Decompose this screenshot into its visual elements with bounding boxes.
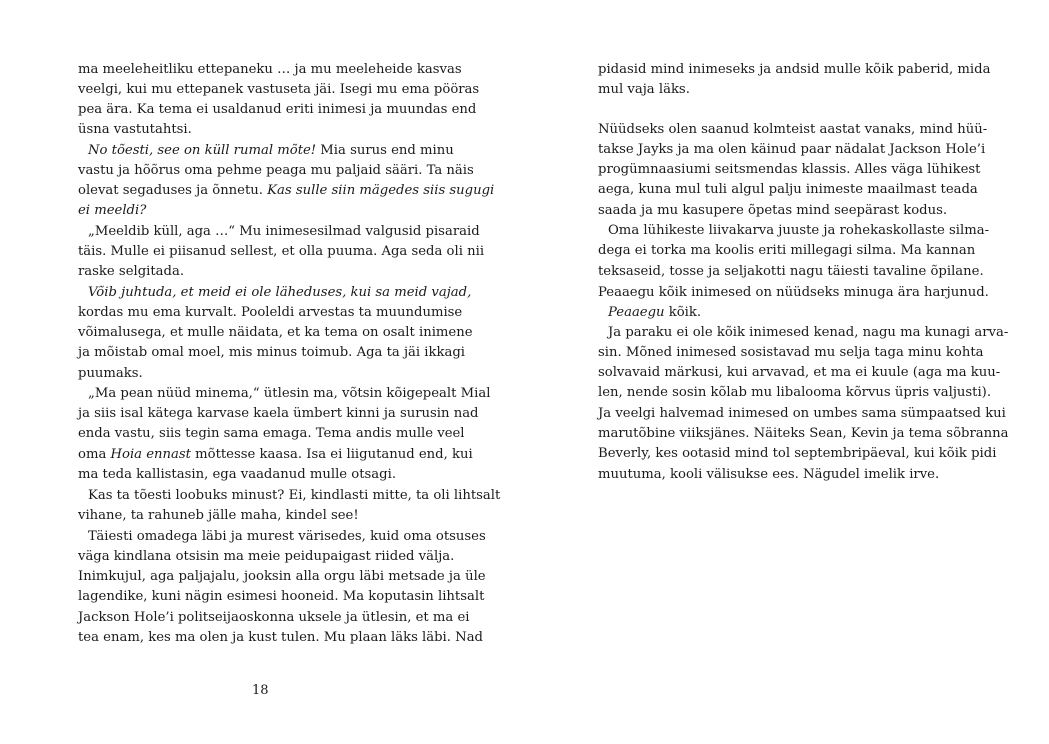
left-page-line: [78, 486, 501, 506]
left-page-line: [78, 527, 486, 547]
left-page-line: [78, 424, 465, 444]
left-page-line: [78, 80, 480, 100]
text-run: „Ma pean nüüd minema,“ ütlesin ma, võtsin kõigepealt Mial: [88, 386, 491, 401]
text-run: marutõbine viiksjänes. Näiteks Sean, Kevin ja tema sõbranna: [598, 426, 1009, 441]
text-run: Jackson Hole’i politseijaoskonna uksele ja ütlesin, et ma ei: [78, 610, 470, 625]
text-run: len, nende sosin kõlab mu libalooma kõrvus üpris valjusti).: [598, 385, 992, 400]
text-run: mul vaja läks.: [598, 82, 690, 97]
text-run: oma: [78, 447, 111, 462]
right-page-line: [598, 262, 984, 282]
text-run: muutuma, kooli välisukse ees. Nägudel imelik irve.: [598, 467, 940, 482]
left-page-line: [78, 506, 450, 526]
text-run: raske selgitada.: [78, 264, 185, 279]
text-run: võimalusega, et mulle näidata, et ka tema on osalt inimene: [78, 325, 473, 340]
text-run: Peaaegu kõik inimesed on nüüdseks minuga ära harjunud.: [598, 285, 989, 300]
text-run: aega, kuna mul tuli algul palju inimeste maailmast teada: [598, 182, 978, 197]
text-run: ma meeleheitliku ettepaneku … ja mu meeleheide kasvas: [78, 62, 462, 77]
right-page-line: [598, 140, 986, 160]
text-run: Ja veelgi halvemad inimesed on umbes sama sümpaatsed kui: [598, 406, 1006, 421]
text-run: tea enam, kes ma olen ja kust tulen. Mu plaan läks läbi. Nad: [78, 630, 484, 645]
text-run: progümnaasiumi seitsmendas klassis. Alles väga lühikest: [598, 162, 981, 177]
left-page-line: [78, 323, 473, 343]
text-run: Ja paraku ei ole kõik inimesed kenad, nagu ma kunagi arva-: [608, 325, 1009, 340]
text-run: saada ja mu kasupere õpetas mind seepärast kodus.: [598, 203, 948, 218]
text-run: mõttesse kaasa. Isa ei liigutanud end, kui: [190, 447, 473, 462]
right-page-line: [598, 444, 997, 464]
left-page-line: [78, 567, 486, 587]
right-page-line: [598, 383, 992, 403]
left-page-line: [78, 587, 485, 607]
left-page-line: [78, 303, 463, 323]
left-page-line: [78, 100, 477, 120]
right-page-line: [598, 303, 971, 323]
right-page-line: [598, 283, 989, 303]
left-page-line: [78, 628, 484, 648]
italic-text-run: Kas sulle siin mägedes siis sugugi: [267, 183, 495, 198]
right-page-line: [598, 180, 978, 200]
italic-text-run: Peaaegu: [608, 305, 665, 320]
text-run: väga kindlana otsisin ma meie peidupaigast riided välja.: [78, 549, 455, 564]
text-run: Mia surus end minu: [316, 143, 454, 158]
left-page-line: [78, 283, 472, 303]
left-page-line: [78, 242, 485, 262]
left-page-line: [78, 404, 479, 424]
text-run: veelgi, kui mu ettepanek vastuseta jäi. Isegi mu ema pööras: [78, 82, 480, 97]
right-page-line: [598, 201, 971, 221]
right-page-line: [598, 404, 1006, 424]
text-run: Nüüdseks olen saanud kolmteist aastat vanaks, mind hüü-: [598, 122, 988, 137]
left-page-line: [78, 161, 474, 181]
text-run: teksaseid, tosse ja seljakotti nagu täiesti tavaline õpilane.: [598, 264, 984, 279]
left-page-line: [78, 384, 491, 404]
right-page-line: [598, 60, 991, 80]
text-run: lagendike, kuni nägin esimesi hooneid. Ma koputasin lihtsalt: [78, 589, 485, 604]
text-run: puumaks.: [78, 366, 143, 381]
text-run: pea ära. Ka tema ei usaldanud eriti inimesi ja muundas end: [78, 102, 477, 117]
text-run: ja mõistab omal moel, mis minus toimub. Aga ta jäi ikkagi: [78, 345, 466, 360]
right-page-line: [598, 363, 1001, 383]
left-page-line: [78, 547, 455, 567]
left-page-line: [78, 445, 473, 465]
right-page-line: [598, 221, 990, 241]
italic-text-run: Hoia ennast: [110, 447, 191, 462]
text-run: vastu ja hõõrus oma pehme peaga mu paljaid sääri. Ta näis: [78, 163, 474, 178]
text-run: Inimkujul, aga paljajalu, jooksin alla orgu läbi metsade ja üle: [78, 569, 486, 584]
text-run: Beverly, kes ootasid mind tol septembripäeval, kui kõik pidi: [598, 446, 997, 461]
page-number: 18: [252, 683, 269, 698]
italic-text-run: ei meeldi?: [78, 203, 147, 218]
italic-text-run: No tõesti, see on küll rumal mõte!: [88, 143, 317, 158]
text-run: vihane, ta rahuneb jälle maha, kindel see!: [78, 508, 359, 523]
text-run: pidasid mind inimeseks ja andsid mulle kõik paberid, mida: [598, 62, 991, 77]
left-page-line: [78, 201, 450, 221]
text-run: Täiesti omadega läbi ja murest värisedes, kuid oma otsuses: [88, 529, 486, 544]
left-page-line: [78, 120, 450, 140]
text-run: Kas ta tõesti loobuks minust? Ei, kindlasti mitte, ta oli lihtsalt: [88, 488, 501, 503]
text-run: kõik.: [664, 305, 702, 320]
text-run: üsna vastutahtsi.: [78, 122, 192, 137]
right-page-line: [598, 120, 988, 140]
left-page-line: [78, 364, 450, 384]
left-page-line: [78, 60, 462, 80]
left-page-line: [78, 465, 450, 485]
right-page-line: [598, 465, 971, 485]
text-run: dega ei torka ma koolis eriti millegagi silma. Ma kannan: [598, 243, 976, 258]
right-page-line: [598, 160, 981, 180]
text-run: Oma lühikeste liivakarva juuste ja rohekaskollaste silma-: [608, 223, 990, 238]
text-run: sin. Mõned inimesed sosistavad mu selja taga minu kohta: [598, 345, 984, 360]
right-page-line: [598, 323, 1009, 343]
right-page-line: [598, 241, 976, 261]
text-run: ja siis isal kätega karvase kaela ümbert kinni ja surusin nad: [78, 406, 479, 421]
text-run: olevat segaduses ja õnnetu.: [78, 183, 268, 198]
left-page-line: [78, 343, 466, 363]
text-run: enda vastu, siis tegin sama emaga. Tema andis mulle veel: [78, 426, 465, 441]
text-run: kordas mu ema kurvalt. Pooleldi arvestas ta muundumise: [78, 305, 463, 320]
right-page-line: [598, 343, 984, 363]
right-page-line: [598, 424, 1009, 444]
text-run: solvavaid märkusi, kui arvavad, et ma ei kuule (aga ma kuu-: [598, 365, 1001, 380]
left-page-line: [78, 181, 495, 201]
left-page-line: [78, 141, 454, 161]
text-run: täis. Mulle ei piisanud sellest, et olla puuma. Aga seda oli nii: [78, 244, 485, 259]
text-run: takse Jayks ja ma olen käinud paar nädalat Jackson Hole’i: [598, 142, 986, 157]
text-run: „Meeldib küll, aga …“ Mu inimesesilmad valgusid pisaraid: [88, 224, 480, 239]
left-page-line: [78, 222, 480, 242]
left-page-line: [78, 608, 470, 628]
right-page-line: [598, 80, 971, 100]
left-page-line: [78, 262, 450, 282]
text-run: ma teda kallistasin, ega vaadanud mulle otsagi.: [78, 467, 397, 482]
italic-text-run: Võib juhtuda, et meid ei ole läheduses, kui sa meid vajad,: [88, 285, 472, 300]
